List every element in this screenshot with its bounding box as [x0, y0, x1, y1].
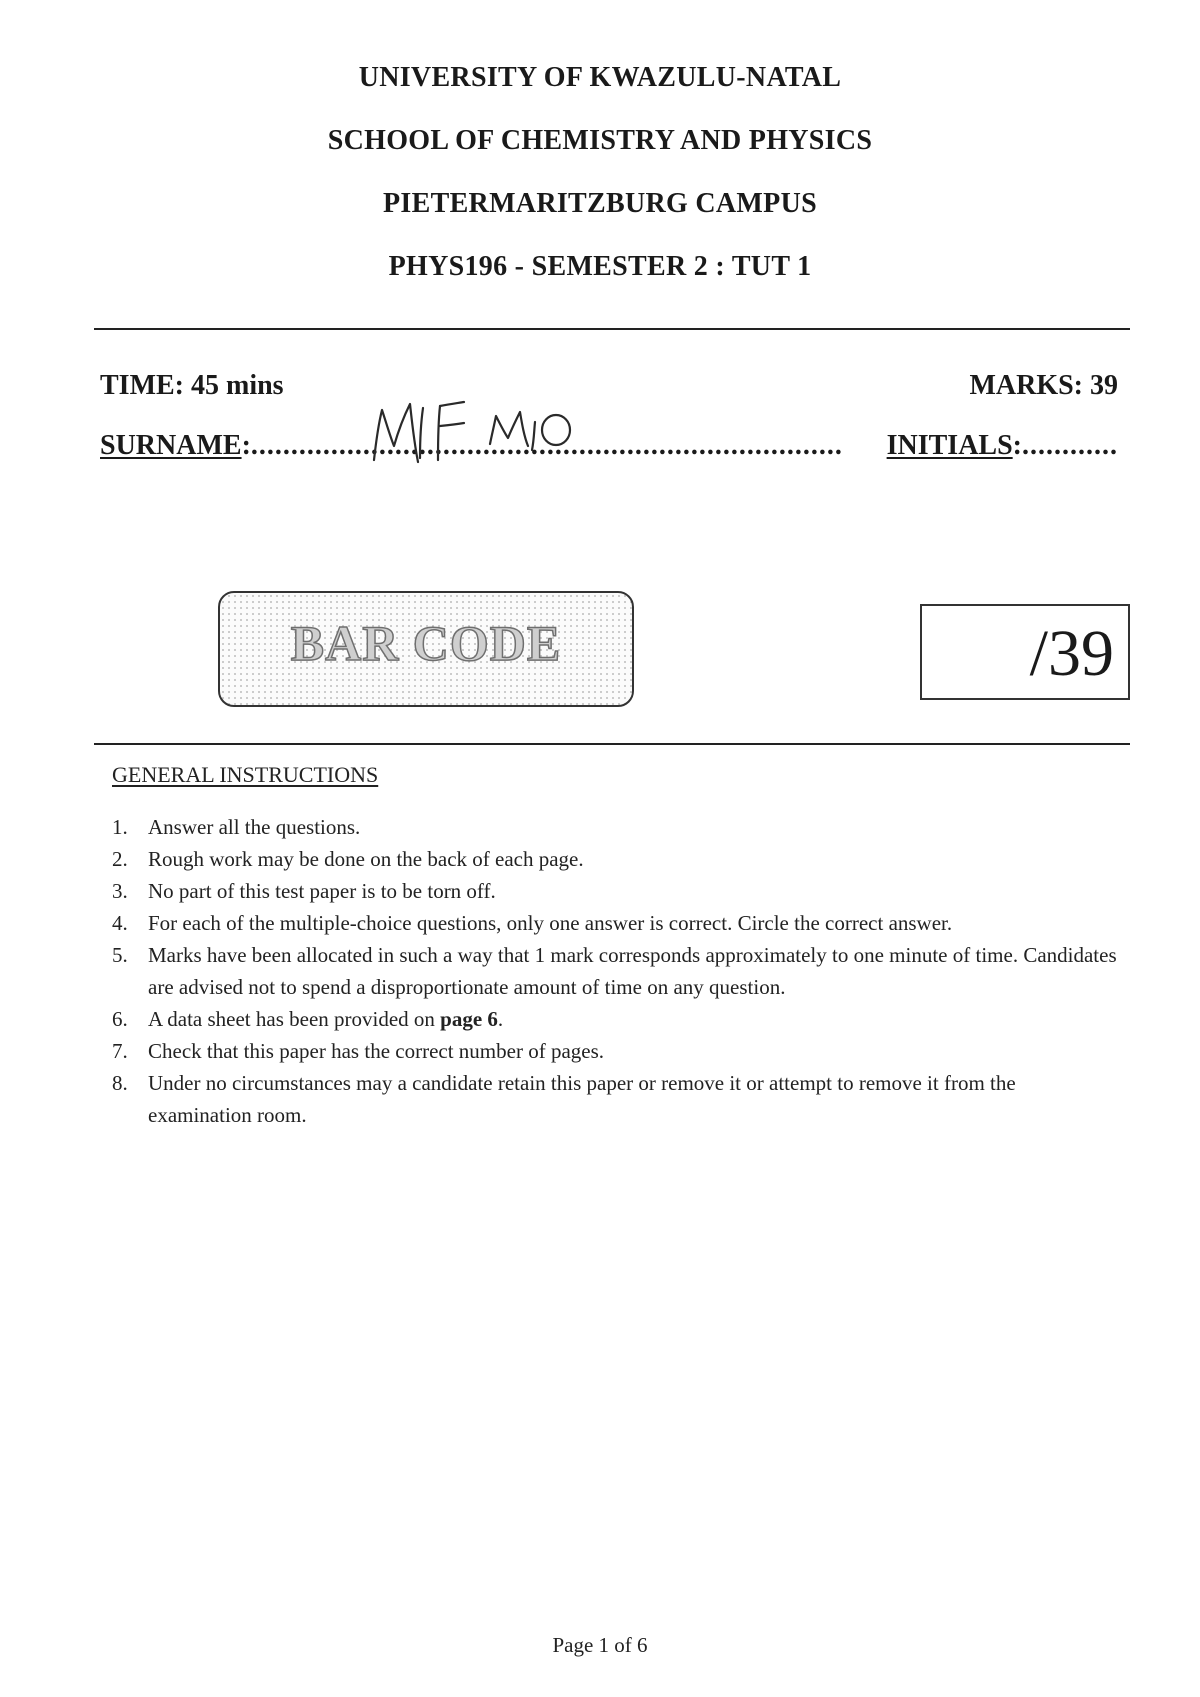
instruction-text: Marks have been allocated in such a way that 1 mark corresponds approximately to one minute of time. Candidates are advised not to spend a disproportionate amount of time on any question. [148, 943, 1117, 999]
barcode-placeholder [218, 591, 634, 707]
instructions-list [112, 811, 1124, 1131]
course-title: PHYS196 - SEMESTER 2 : TUT 1 [388, 251, 812, 282]
instruction-text: No part of this test paper is to be torn off. [148, 879, 496, 903]
instruction-number: 6. [112, 1007, 128, 1031]
instruction-item [112, 939, 1124, 1003]
instruction-number: 4. [112, 911, 128, 935]
instruction-text: For each of the multiple-choice questions, only one answer is correct. Circle the correct answer. [148, 911, 953, 935]
university-name: UNIVERSITY OF KWAZULU-NATAL [358, 62, 842, 93]
barcode-label: BAR CODE [290, 615, 562, 671]
instruction-text: Answer all the questions. [148, 815, 361, 839]
initials-colon: : [1012, 430, 1022, 461]
instruction-item [112, 875, 1124, 907]
instruction-item [112, 843, 1124, 875]
school-name: SCHOOL OF CHEMISTRY AND PHYSICS [327, 125, 873, 156]
instruction-text: Under no circumstances may a candidate retain this paper or remove it or attempt to remove it from the examination room. [148, 1071, 1016, 1127]
instruction-number: 3. [112, 879, 128, 903]
instruction-item [112, 1003, 1124, 1035]
header-divider [94, 328, 1130, 330]
handwritten-memo [368, 392, 608, 472]
instruction-number: 1. [112, 815, 128, 839]
instruction-text-before: A data sheet has been provided on [148, 1007, 441, 1031]
initials-label: INITIALS [886, 430, 1013, 461]
section-divider [94, 743, 1130, 745]
campus-name: PIETERMARITZBURG CAMPUS [383, 188, 817, 219]
surname-colon: : [241, 430, 251, 461]
instruction-item [112, 907, 1124, 939]
instruction-item [112, 1067, 1124, 1131]
page-number: Page 1 of 6 [552, 1633, 648, 1657]
instruction-number: 2. [112, 847, 128, 871]
instruction-number: 8. [112, 1071, 128, 1095]
marks-label: MARKS: 39 [969, 370, 1118, 401]
surname-dotted-line: .......................................................................... [250, 430, 843, 461]
instruction-text: Check that this paper has the correct number of pages. [148, 1039, 605, 1063]
instruction-number: 7. [112, 1039, 128, 1063]
instruction-text [148, 1003, 1124, 1035]
instruction-number: 5. [112, 943, 128, 967]
initials-dotted-line: ............ [1022, 430, 1118, 461]
instruction-page-reference: page 6 [440, 1007, 498, 1031]
score-total: /39 [1029, 617, 1114, 690]
time-label: TIME: 45 mins [100, 370, 284, 401]
instructions-heading: GENERAL INSTRUCTIONS [112, 762, 379, 787]
surname-label: SURNAME [100, 430, 242, 461]
initials-field [887, 430, 1118, 462]
instruction-item [112, 811, 1124, 843]
instruction-text-after: . [497, 1007, 504, 1031]
score-box [920, 604, 1130, 700]
instruction-item [112, 1035, 1124, 1067]
instruction-text: Rough work may be done on the back of each page. [148, 847, 584, 871]
